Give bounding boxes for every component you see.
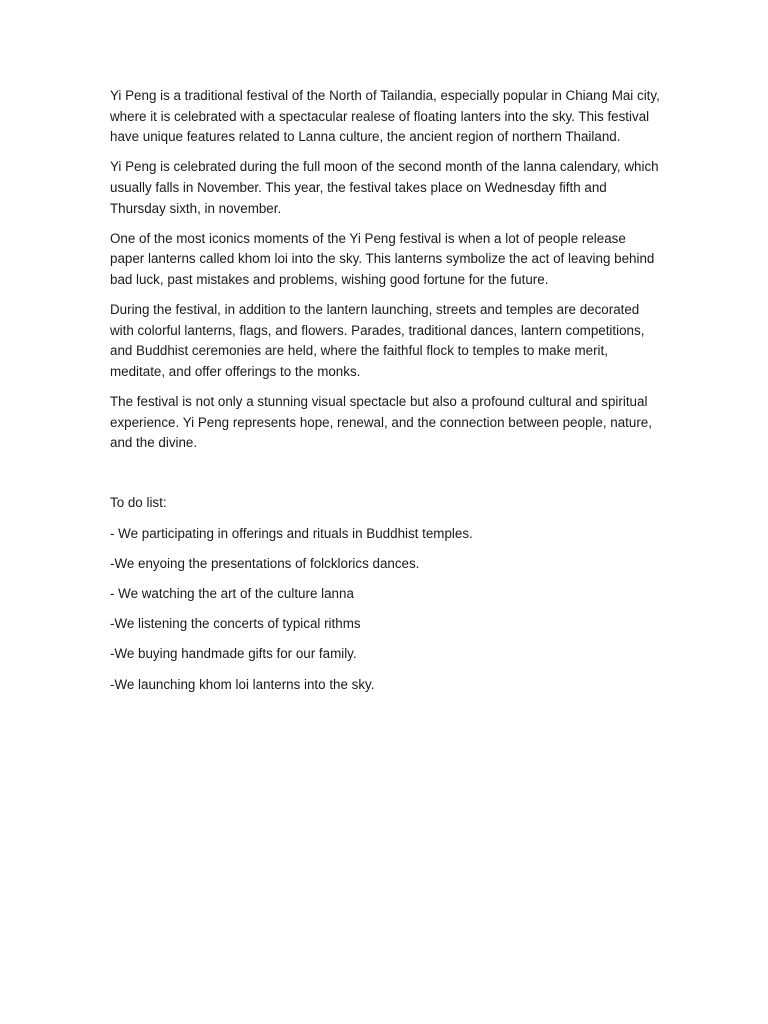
todo-item: - We participating in offerings and rituals in Buddhist temples. <box>110 525 473 541</box>
todo-item: -We listening the concerts of typical rithms <box>110 616 361 632</box>
todo-item: -We buying handmade gifts for our family. <box>110 646 357 662</box>
paragraph-celebrations: During the festival, in addition to the lantern launching, streets and temples are decorated with colorful lanterns, flags, and flowers. Parades, traditional dances, lantern competitions, and Buddhist ceremonies are held, where the faithful flock to temples to make merit, meditate, and offer offerings to the monks. <box>110 302 645 379</box>
todo-item: - We watching the art of the culture lanna <box>110 586 354 602</box>
paragraph-date: Yi Peng is celebrated during the full moon of the second month of the lanna calendary, which usually falls in November. This year, the festival takes place on Wednesday fifth and Thursday sixth, in november. <box>110 159 659 216</box>
todo-item: -We enyoing the presentations of folcklorics dances. <box>110 555 420 571</box>
todo-item: -We launching khom loi lanterns into the sky. <box>110 676 375 692</box>
todo-list-title: To do list: <box>110 495 167 511</box>
document-body <box>110 86 662 705</box>
paragraph-lanterns: One of the most iconics moments of the Yi Peng festival is when a lot of people release paper lanterns called khom loi into the sky. This lanterns symbolize the act of leaving behind bad luck, past mistakes and problems, wishing good fortune for the future. <box>110 230 655 287</box>
paragraph-meaning: The festival is not only a stunning visual spectacle but also a profound cultural and spiritual experience. Yi Peng represents hope, renewal, and the connection between people, nature, and the divine. <box>110 394 652 451</box>
paragraph-intro: Yi Peng is a traditional festival of the North of Tailandia, especially popular in Chiang Mai city, where it is celebrated with a spectacular realese of floating lanters into the sky. This festival have unique features related to Lanna culture, the ancient region of northern Thailand. <box>110 88 660 145</box>
blank-line <box>110 463 662 493</box>
todo-list <box>110 524 662 696</box>
